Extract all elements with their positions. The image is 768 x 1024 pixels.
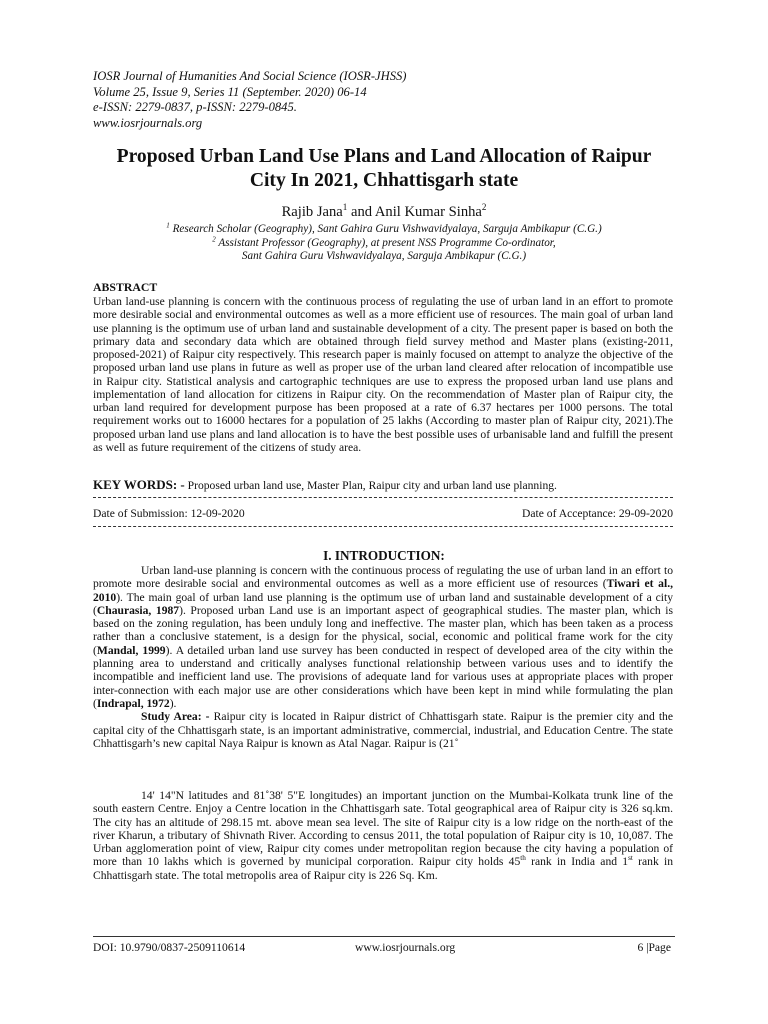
footer-rule [93,936,675,937]
citation: Chaurasia, 1987 [96,603,180,617]
journal-issn: e-ISSN: 2279-0837, p-ISSN: 2279-0845. [93,100,297,114]
author-2-affil-marker: 2 [481,202,487,213]
study-area-continuation [93,789,673,882]
abstract-text: Urban land-use planning is concern with the continuous process of regulating the use of urban land in an effort to promote more desirable social and environmental outcomes as well as a more efficient use of resources. The main goal of urban land use planning is the optimum use of urban land and sustainable development of a city. The present paper is based on both the primary data and secondary data which are obtained through field survey method and Master plans (existing-2011, proposed-2021) of Raipur city respectively. This research paper is mainly focused on attempt to analyze the objective of the proposed urban land use plans in future as well as proper use of the urban land cleared after relocation of incompatible use in Raipur city. Statistical analysis and cartographic techniques are use to express the proposed urban land use plans and implementation of land allocation for citizens in Raipur city. On the recommendation of Master plan of Raipur city, the urban land required for development purpose has been proposed at a rate of 6.37 hectares per 1000 persons. The total requirement works out to 16000 hectares for a population of 25 lakhs (According to master plan of Raipur city, 2021).The proposed urban land use plans and land allocation is to have the best possible uses of urbanisable land and fulfill the present as well as future requirement of the citizens of study area. [93,295,673,454]
study-area-text: rank in India and 1 [525,855,629,869]
keywords-label: KEY WORDS: - [93,477,185,492]
citation: Mandal, 1999 [96,643,166,657]
footer-website: www.iosrjournals.org [355,941,456,954]
keywords-text: Proposed urban land use, Master Plan, Raipur city and urban land use planning. [184,479,557,492]
citation: Indrapal, 1972 [96,696,170,710]
abstract-heading: ABSTRACT [93,280,158,294]
author-list [93,204,675,221]
affiliation-2-text: Assistant Professor (Geography), at present NSS Programme Co-ordinator, [215,236,556,249]
paper-title [93,145,675,193]
intro-paragraph-1 [93,564,673,710]
affiliation-1-text: Research Scholar (Geography), Sant Gahira Guru Vishwavidyalaya, Sarguja Ambikapur (C.G.) [169,223,602,235]
citation: Tiwari et al., 2010 [93,577,673,604]
ordinal-suffix: st [628,854,633,863]
intro-text: ). Proposed urban Land use is an important aspect of geographical studies. The master plan, which is based on the zoning regulation, has been unduly long and ineffective. The master plan, which has been taken as a process rather than a conclusive statement, is a design for the physical, social, economic and political frame work for the city ( [93,603,673,657]
study-area-paragraph [93,710,673,750]
section-heading-introduction: I. INTRODUCTION: [323,548,445,563]
affiliation-2-marker: 2 [212,234,216,243]
author-1-affil-marker: 1 [342,202,348,213]
ordinal-suffix: th [520,854,526,863]
affiliation-2-cont: Sant Gahira Guru Vishwavidyalaya, Sarguja Ambikapur (C.G.) [241,250,527,263]
intro-text: ). The main goal of urban land use planning is the optimum use of urban land and sustainable development of a city ( [93,590,673,617]
affiliations [93,223,675,264]
study-area-text: 14' 14"N latitudes and 81˚38' 5"E longitudes) an important junction on the Mumbai-Kolkata trunk line of the south eastern Centre. Enjoy a Centre location in the Chhattisgarh sate. Total geographical area of Raipur city is 326 sq.km. The city has an altitude of 298.15 mt. above mean sea level. The site of Raipur city is a low ridge on the north-east of the river Kharun, a tributary of Shivnath River. According to census 2011, the total population of Raipur city is 10, 10,087. The Urban agglomeration point of view, Raipur city comes under metropolitan region because the city having a population of more than 10 lakhs which is governed by municipal corporation. Raipur city holds 45 [93,789,673,869]
footer-page-number: 6 |Page [637,941,671,954]
journal-name: IOSR Journal of Humanities And Social Science (IOSR-JHSS) [93,69,407,83]
paper-title-line-2: City In 2021, Chhattisgarh state [249,170,519,191]
affiliation-2 [93,234,675,251]
affiliation-1 [93,223,675,237]
paper-title-line-1: Proposed Urban Land Use Plans and Land Allocation of Raipur [116,146,652,167]
keywords [93,477,683,493]
dashed-divider-top [93,497,673,498]
dashed-divider-bottom [93,526,673,527]
intro-text: Urban land-use planning is concern with the continuous process of regulating the use of urban land in an effort to promote more desirable social and environmental outcomes as well as a more efficient use of resources ( [93,564,673,591]
intro-text: ). A detailed urban land use survey has been conducted in respect of developed area of the city within the planning area to understand and critically analyses functional relationship between various uses and to identify the incompatible and inefficient land use. The provisions of adequate land for various uses at appropriate places with proper inter-connection with each major use are other considerations which have been kept in mind while formulating the plan ( [93,643,673,710]
footer-doi: DOI: 10.9790/0837-2509110614 [93,941,246,954]
affiliation-1-marker: 1 [166,221,170,230]
acceptance-date: Date of Acceptance: 29-09-2020 [522,507,673,520]
study-area-text: rank in Chhattisgarh state. The total metropolis area of Raipur city is 226 Sq. Km. [93,855,674,882]
study-area-paragraph-cont [93,789,673,882]
journal-website: www.iosrjournals.org [93,115,203,130]
study-area-label: Study Area: - [141,710,210,724]
study-area-text: Raipur city is located in Raipur district of Chhattisgarh state. Raipur is the premier city and the capital city of the Chhattisgarh state, is an important administrative, commercial, industrial, and Education Centre. The state Chhattisgarh’s new capital Naya Raipur is known as Atal Nagar. Raipur is (21˚ [93,710,674,750]
introduction-body [93,564,673,750]
author-conjunction: and [347,204,375,220]
journal-volume: Volume 25, Issue 9, Series 11 (September. 2020) 06-14 [93,84,367,99]
intro-text: ). [169,696,177,710]
author-2: Anil Kumar Sinha [374,204,482,220]
journal-header [93,69,407,131]
author-1: Rajib Jana [281,204,343,220]
submission-date: Date of Submission: 12-09-2020 [93,507,245,520]
